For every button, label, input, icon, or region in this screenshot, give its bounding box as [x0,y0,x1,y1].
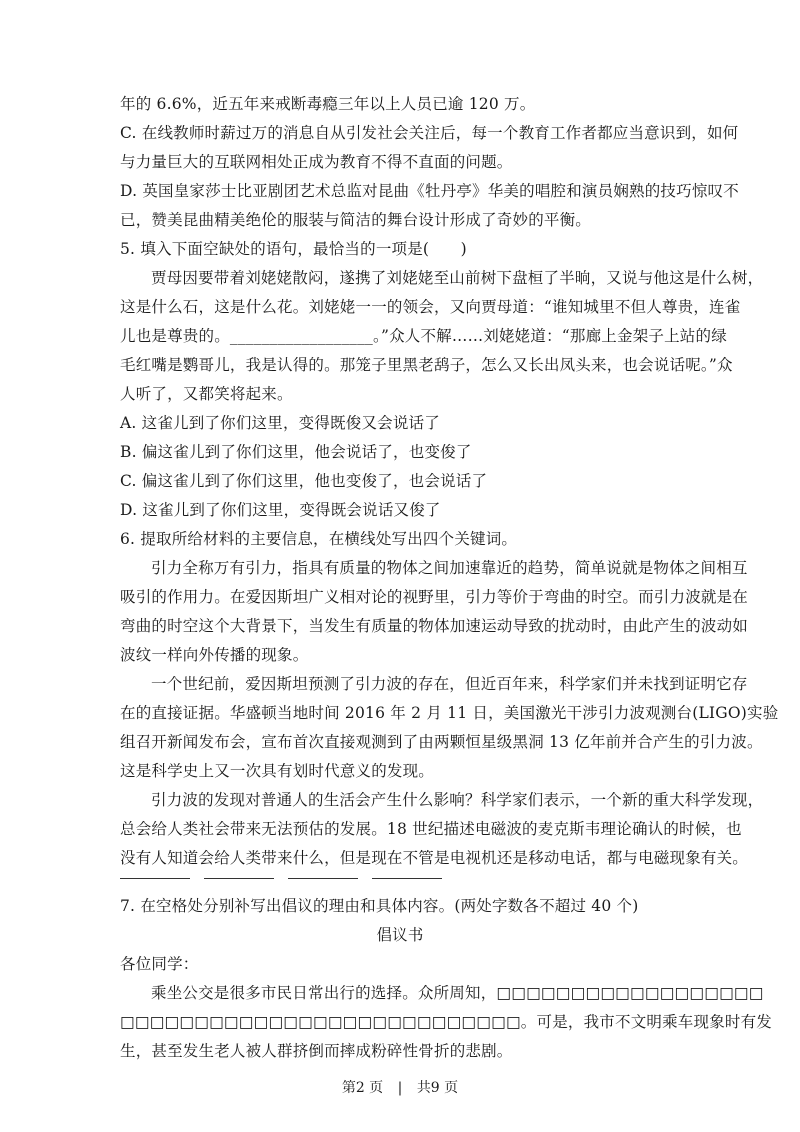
passage-6-line: 组召开新闻发布会，宣布首次直接观测到了由两颗恒星级黑洞 13 亿年前并合产生的引力波。 [120,733,763,751]
passage-6-line: 波纹一样向外传播的现象。 [120,646,309,664]
proposal-salutation: 各位同学： [120,955,199,973]
passage-5-line: 人听了，又都笑将起来。 [120,385,293,403]
answer-option-a: A. 这雀儿到了你们这里，变得既俊又会说话了 [120,414,440,432]
passage-6-line: 在的直接证据。华盛顿当地时间 2016 年 2 月 11 日，美国激光干涉引力波观测台(LIGO)实验 [120,704,779,722]
proposal-line: 生，甚至发生老人被人群挤倒而摔成粉碎性骨折的悲剧。 [120,1042,513,1060]
option-d-line-1: D. 英国皇家莎士比亚剧团艺术总监对昆曲《牡丹亭》华美的唱腔和演员娴熟的技巧惊叹不 [120,182,739,200]
passage-6-line: 总会给人类社会带来无法预估的发展。18 世纪描述电磁波的麦克斯韦理论确认的时候，也 [120,820,742,838]
passage-5-line: 贾母因要带着刘姥姥散闷，遂携了刘姥姥至山前树下盘桓了半晌，又说与他这是什么树， [151,269,764,287]
question-5-heading: 5. 填入下面空缺处的语句，最恰当的一项是( ) [120,240,467,258]
passage-6-line: 这是科学史上又一次具有划时代意义的发现。 [120,762,435,780]
text-line: 年的 6.6%，近五年来戒断毒瘾三年以上人员已逾 120 万。 [120,95,536,113]
passage-5-line: 毛红嘴是鹦哥儿，我是认得的。那笼子里黑老鸹子，怎么又长出凤头来，也会说话呢。”众 [120,356,733,374]
keyword-blank-1[interactable] [120,878,190,879]
option-d-line-2: 已，赞美昆曲精美绝伦的服装与简洁的舞台设计形成了奇妙的平衡。 [120,211,592,229]
answer-option-c: C. 偏这雀儿到了你们这里，他也变俊了，也会说话了 [120,472,488,490]
footer-separator: | [397,1080,403,1096]
passage-6-line: 引力全称万有引力，指具有质量的物体之间加速靠近的趋势，简单说就是物体之间相互 [151,559,748,577]
keyword-blank-4[interactable] [372,878,442,879]
proposal-title: 倡议书 [376,926,424,944]
answer-option-b: B. 偏这雀儿到了你们这里，他会说话了，也变俊了 [120,443,472,461]
passage-6-line: 弯曲的时空这个大背景下，当发生有质量的物体加速运动导致的扰动时，由此产生的波动如 [120,617,749,635]
question-6-heading: 6. 提取所给材料的主要信息，在横线处写出四个关键词。 [120,530,518,548]
page-total: 共9 页 [416,1080,459,1096]
passage-6-line: 一个世纪前，爱因斯坦预测了引力波的存在，但近百年来，科学家们并未找到证明它存 [151,675,748,693]
option-c-line-1: C. 在线教师时薪过万的消息自从引发社会关注后，每一个教育工作者都应当意识到，如何 [120,124,739,142]
keyword-blank-3[interactable] [288,878,358,879]
passage-6-line: 没有人知道会给人类带来什么，但是现在不管是电视机还是移动电话，都与电磁现象有关。 [120,849,749,867]
passage-6-line: 吸引的作用力。在爱因斯坦广义相对论的视野里，引力等价于弯曲的时空。而引力波就是在 [120,588,749,606]
page-number: 第2 页 [341,1080,384,1096]
page-footer [0,1078,800,1098]
passage-6-line: 引力波的发现对普通人的生活会产生什么影响？科学家们表示，一个新的重大科学发现， [151,791,764,809]
passage-5-line: 这是什么石，这是什么花。刘姥姥一一的领会，又向贾母道：“谁知城里不但人尊贵，连雀 [120,298,741,316]
proposal-line: □□□□□□□□□□□□□□□□□□□□□□□□□□□。可是，我市不文明乘车现象时有发 [120,1013,773,1031]
keyword-blank-2[interactable] [204,878,274,879]
passage-5-line: 儿也是尊贵的。__________________。”众人不解……刘姥姥道：“那廊上金架子上站的绿 [120,327,727,345]
option-c-line-2: 与力量巨大的互联网相处正成为教育不得不直面的问题。 [120,153,513,171]
question-7-heading: 7. 在空格处分别补写出倡议的理由和具体内容。(两处字数各不超过 40 个) [120,897,639,915]
answer-option-d: D. 这雀儿到了你们这里，变得既会说话又俊了 [120,501,441,519]
proposal-line: 乘坐公交是很多市民日常出行的选择。众所周知，□□□□□□□□□□□□□□□□□□ [151,984,764,1002]
